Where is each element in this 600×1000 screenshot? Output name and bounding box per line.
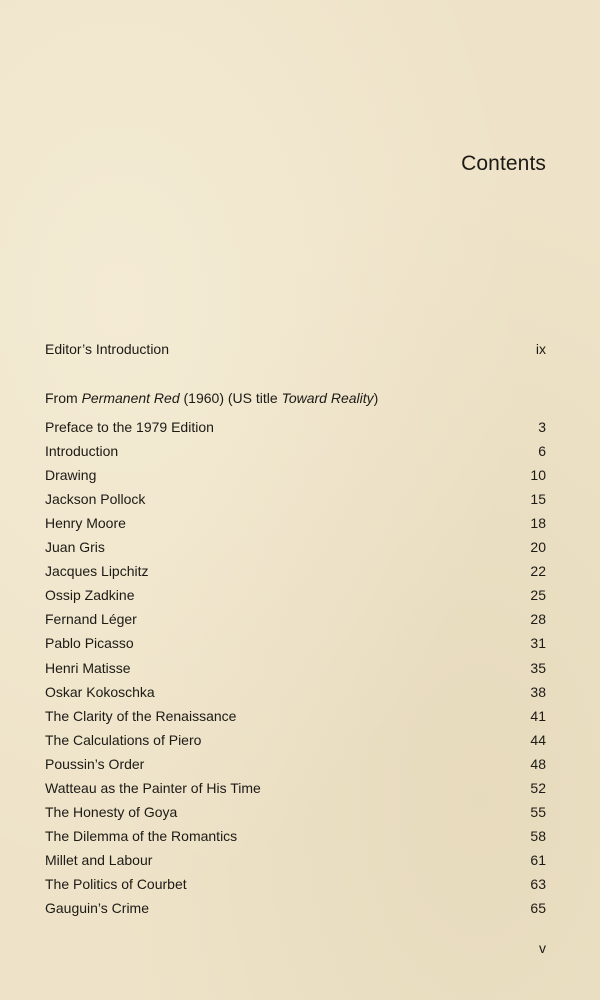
toc-entry-title: Poussin’s Order [45, 756, 145, 772]
toc-entry-editors-introduction [45, 339, 546, 359]
toc-entry-page: 61 [530, 852, 546, 868]
toc-entry-title: Henri Matisse [45, 660, 131, 676]
toc-entry-title: The Clarity of the Renaissance [45, 708, 237, 724]
toc-entry-title: Juan Gris [45, 539, 105, 555]
toc-entry-page: 28 [530, 611, 546, 627]
toc-entry-page: 31 [530, 635, 546, 651]
page-folio: v [539, 940, 546, 956]
toc-entry-page: 48 [530, 756, 546, 772]
toc-entry-title: Introduction [45, 443, 119, 459]
section-prefix: From [45, 390, 82, 406]
toc-entry-title: Ossip Zadkine [45, 587, 135, 603]
toc-entry [45, 441, 546, 461]
toc-entry-title: The Politics of Courbet [45, 876, 187, 892]
toc-entry-title: Drawing [45, 467, 97, 483]
toc-entry-title: Fernand Léger [45, 611, 137, 627]
section-book-title: Permanent Red [81, 390, 180, 406]
toc-entry [45, 658, 546, 678]
toc-entry [45, 561, 546, 581]
toc-entry-page: 63 [530, 876, 546, 892]
section-us-title: Toward Reality [281, 390, 374, 406]
toc-entry [45, 417, 546, 437]
toc-entry [45, 465, 546, 485]
toc-entry-title: Millet and Labour [45, 852, 153, 868]
toc-entry [45, 609, 546, 629]
toc-entry-title: Gauguin’s Crime [45, 900, 150, 916]
toc-entry-page: 52 [530, 780, 546, 796]
toc-entry [45, 754, 546, 774]
toc-entry-page: 25 [530, 587, 546, 603]
toc-entry-title: Pablo Picasso [45, 635, 134, 651]
toc-entry-page: 65 [530, 900, 546, 916]
toc-entry [45, 489, 546, 509]
toc-entry-title: The Calculations of Piero [45, 732, 202, 748]
toc-entry [45, 850, 546, 870]
toc-entry-title: Preface to the 1979 Edition [45, 419, 214, 435]
toc-entry-page: 55 [530, 804, 546, 820]
toc-entry [45, 730, 546, 750]
page-title: Contents [461, 152, 546, 175]
toc-entry-title: The Honesty of Goya [45, 804, 178, 820]
toc-entry-title: Oskar Kokoschka [45, 684, 155, 700]
toc-entry-page: 58 [530, 828, 546, 844]
toc-entry-page: 35 [530, 660, 546, 676]
toc-entry [45, 874, 546, 894]
toc-entry-page: 15 [530, 491, 546, 507]
toc-entry [45, 802, 546, 822]
toc-entry-page: 3 [538, 419, 546, 435]
toc-entry-title: Watteau as the Painter of His Time [45, 780, 261, 796]
toc-entry-title: Jacques Lipchitz [45, 563, 149, 579]
section-heading [45, 388, 378, 408]
toc-entry [45, 898, 546, 918]
toc-entry [45, 826, 546, 846]
toc-entry [45, 537, 546, 557]
toc-entry-page: 20 [530, 539, 546, 555]
toc-entry-page: 10 [530, 467, 546, 483]
toc-entry-title: Henry Moore [45, 515, 126, 531]
toc-entry-page: 41 [530, 708, 546, 724]
toc-entry-page: 44 [530, 732, 546, 748]
toc-entry [45, 513, 546, 533]
section-suffix: ) [373, 390, 379, 406]
toc-entry-page: 38 [530, 684, 546, 700]
toc-entry-page: 6 [538, 443, 546, 459]
toc-entry-page: 18 [530, 515, 546, 531]
toc-entry-page: 22 [530, 563, 546, 579]
toc-entry [45, 706, 546, 726]
toc-entry [45, 682, 546, 702]
toc-entry-title: Editor’s Introduction [45, 341, 169, 357]
section-middle: (1960) (US title [179, 390, 282, 406]
toc-entry-title: Jackson Pollock [45, 491, 146, 507]
toc-entry [45, 633, 546, 653]
toc-entry [45, 585, 546, 605]
toc-entry-page: ix [535, 341, 546, 357]
toc-entry [45, 778, 546, 798]
toc-entry-title: The Dilemma of the Romantics [45, 828, 238, 844]
